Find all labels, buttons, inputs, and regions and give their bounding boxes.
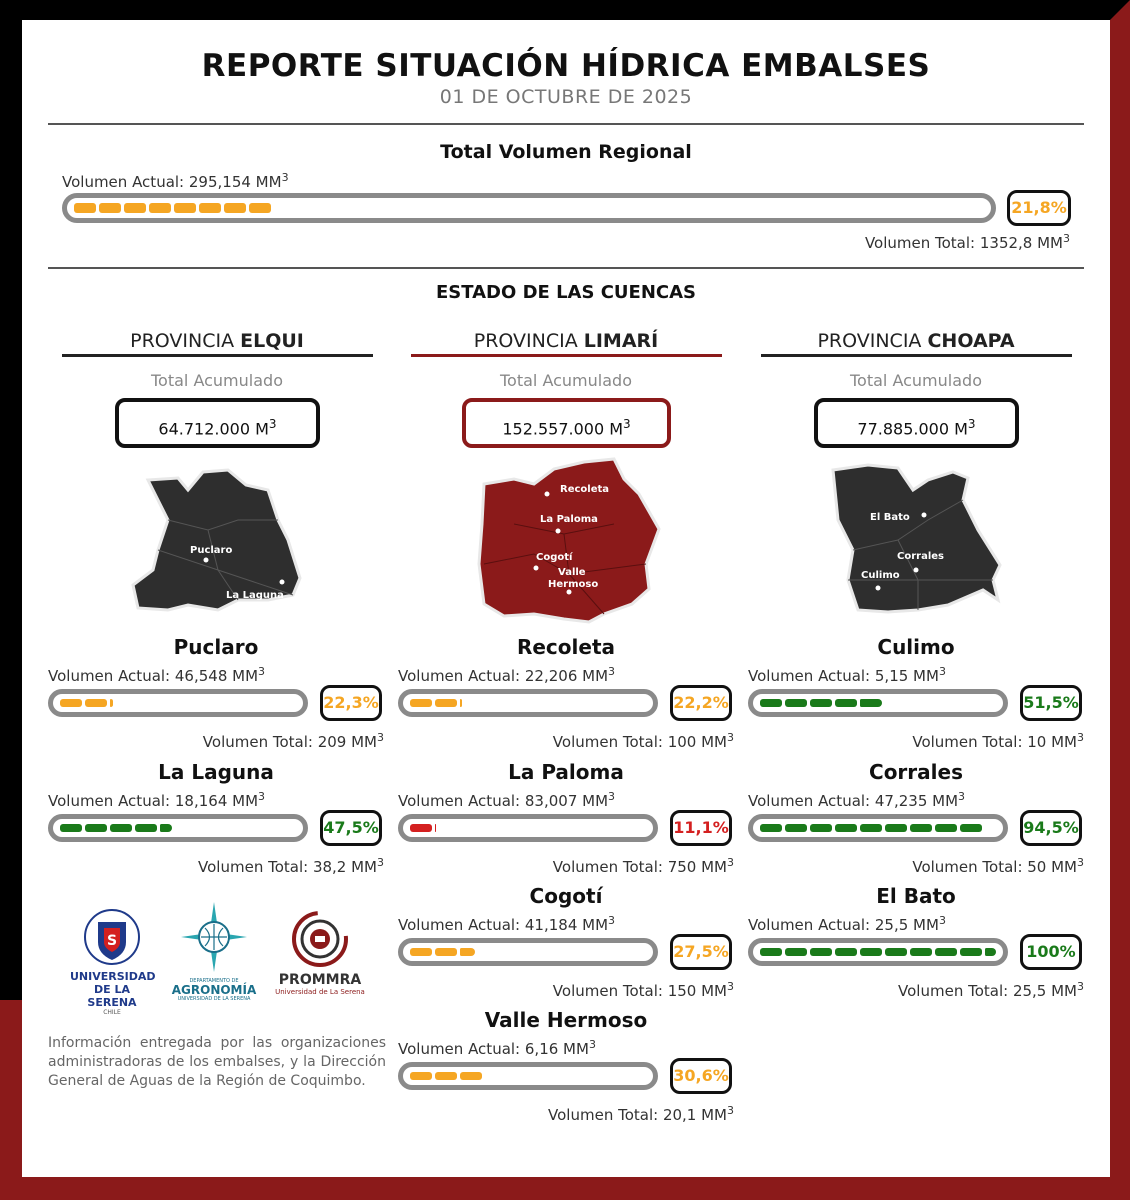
reservoir-puclaro-fill-segment [60,699,82,707]
prommra-emblem-icon [289,910,351,968]
reservoir-corrales-fill-segment [935,824,957,832]
reservoir-total: Volumen Total: 100 $MM^3$ [552,731,734,751]
choapa-accumulated-label: Total Acumulado [850,371,982,390]
reservoir-culimo-fill-segment [785,699,807,707]
prommra-line2: Universidad de La Serena [275,988,365,996]
map-label-puclaro: Puclaro [190,545,233,556]
reservoir-cogoti-fill-segment [460,948,475,956]
map-label-el-bato: El Bato [870,512,910,523]
map-label-culimo: Culimo [861,570,900,581]
reservoir-actual: Volumen Actual: 41,184 $MM^3$ [398,914,616,934]
reservoir-actual: Volumen Actual: 25,5 $MM^3$ [748,914,946,934]
uls-name-line1: UNIVERSIDAD [70,970,156,983]
reservoir-percent-badge [670,934,732,970]
reservoir-progress-bar [748,938,1008,966]
limari-map [474,454,664,624]
reservoir-total: Volumen Total: 150 $MM^3$ [552,980,734,1000]
reservoir-recoleta-fill-segment [435,699,457,707]
reservoir-percent-badge [320,810,382,846]
regional-progress-bar [62,193,996,223]
compass-globe-icon [179,900,249,974]
reservoir-percent-badge [1020,934,1082,970]
reservoir-total: Volumen Total: 38,2 $MM^3$ [198,856,384,876]
reservoir-la-paloma-fill-segment [410,824,432,832]
reservoir-total: Volumen Total: 20,1 $MM^3$ [548,1104,734,1124]
reservoir-progress-bar [48,814,308,842]
reservoir-percent-badge [670,685,732,721]
reservoir-actual: Volumen Actual: 22,206 $MM^3$ [398,665,616,685]
svg-text:S: S [106,933,118,949]
reservoir-total: Volumen Total: 25,5 $MM^3$ [898,980,1084,1000]
reservoir-percent: 94,5% [1023,818,1079,837]
reservoir-actual: Volumen Actual: 47,235 $MM^3$ [748,790,966,810]
reservoir-name: Cogotí [529,884,603,908]
reservoir-total: Volumen Total: 750 $MM^3$ [552,856,734,876]
reservoir-el-bato-fill-segment [810,948,832,956]
reservoir-actual: Volumen Actual: 46,548 $MM^3$ [48,665,266,685]
red-corner-bottom [0,1177,1130,1200]
reservoir-puclaro-fill-segment [85,699,107,707]
province-limari-underline [411,354,722,357]
reservoir-corrales-fill-segment [960,824,982,832]
reservoir-el-bato-fill-segment [885,948,907,956]
reservoir-progress-bar [48,689,308,717]
reservoir-la-laguna-fill-segment [110,824,132,832]
reservoir-valle-hermoso-fill-segment [460,1072,482,1080]
map-label-valle: Valle [558,567,586,578]
reservoir-progress-bar [398,814,658,842]
regional-percent-badge [1007,190,1071,226]
red-corner-left-bottom [0,1000,22,1200]
reservoir-la-laguna-fill-segment [160,824,172,832]
reservoir-el-bato-fill-segment [985,948,996,956]
reservoir-percent: 51,5% [1023,693,1079,712]
reservoir-card-cogoti [398,884,734,1004]
reservoir-el-bato-fill-segment [760,948,782,956]
reservoir-name: Culimo [877,635,955,659]
divider-middle [48,267,1084,269]
province-elqui-underline [62,354,373,357]
regional-fill-segment [149,203,171,213]
reservoir-corrales-fill-segment [785,824,807,832]
regional-fill-segment [99,203,121,213]
agronomia-logo [168,900,260,1002]
uls-name-line3: CHILE [103,1009,121,1016]
reservoir-progress-bar [748,689,1008,717]
limari-accumulated-box: 152.557.000 $M^3$ [462,398,671,448]
reservoir-corrales-fill-segment [910,824,932,832]
reservoir-la-laguna-fill-segment [85,824,107,832]
footer-note: Información entregada por las organizaciones administradoras de los embalses, y la Dirección General de Aguas de la Región de Coquimbo. [48,1035,386,1089]
map-label-recoleta: Recoleta [560,484,610,495]
elqui-accumulated-label: Total Acumulado [151,371,283,390]
reservoir-corrales-fill-segment [835,824,857,832]
uls-logo [70,908,154,1016]
reservoir-percent-badge [1020,810,1082,846]
reservoir-el-bato-fill-segment [785,948,807,956]
reservoir-el-bato-fill-segment [935,948,957,956]
map-label-la-laguna: La Laguna [226,590,284,601]
report-date: 01 DE OCTUBRE DE 2025 [439,86,693,108]
prommra-logo [274,910,366,996]
uls-name-line2: DE LA SERENA [87,983,137,1009]
reservoir-percent-badge [670,810,732,846]
reservoir-el-bato-fill-segment [860,948,882,956]
reservoir-recoleta-fill-segment [460,699,462,707]
cuencas-heading: ESTADO DE LAS CUENCAS [435,282,696,303]
reservoir-el-bato-fill-segment [835,948,857,956]
reservoir-percent: 100% [1026,942,1076,961]
reservoir-card-recoleta [398,635,734,755]
uls-shield-icon [82,908,142,966]
reservoir-corrales-fill-segment [810,824,832,832]
reservoir-card-corrales [748,760,1084,880]
regional-actual: Volumen Actual: 295,154 $MM^3$ [62,171,289,191]
choapa-accumulated-box: 77.885.000 $M^3$ [814,398,1019,448]
reservoir-name: Puclaro [173,635,259,659]
regional-fill-segment [124,203,146,213]
reservoir-actual: Volumen Actual: 83,007 $MM^3$ [398,790,616,810]
map-label-corrales: Corrales [897,551,944,562]
reservoir-card-la-laguna [48,760,384,880]
reservoir-culimo-fill-segment [860,699,882,707]
reservoir-total: Volumen Total: 10 $MM^3$ [912,731,1084,751]
reservoir-name: Corrales [869,760,963,784]
reservoir-culimo-fill-segment [810,699,832,707]
reservoir-card-culimo [748,635,1084,755]
map-label-la-paloma: La Paloma [540,514,598,525]
reservoir-actual: Volumen Actual: 6,16 $MM^3$ [398,1038,596,1058]
regional-fill-segment [199,203,221,213]
choapa-map [828,460,1008,620]
reservoir-progress-bar [398,689,658,717]
reservoir-percent: 30,6% [673,1066,729,1085]
reservoir-puclaro-fill-segment [110,699,113,707]
regional-total: Volumen Total: 1352,8 $MM^3$ [864,232,1070,252]
province-choapa-underline [761,354,1072,357]
reservoir-percent: 22,2% [673,693,729,712]
reservoir-card-puclaro [48,635,384,755]
divider-top [48,123,1084,125]
reservoir-corrales-fill-segment [860,824,882,832]
reservoir-name: El Bato [876,884,956,908]
reservoir-percent: 11,1% [673,818,729,837]
reservoir-recoleta-fill-segment [410,699,432,707]
elqui-accumulated-box: 64.712.000 $M^3$ [115,398,320,448]
reservoir-progress-bar [748,814,1008,842]
reservoir-card-la-paloma [398,760,734,880]
province-elqui-title: PROVINCIA ELQUI [130,330,304,352]
map-label-cogoti: Cogotí [536,552,573,563]
reservoir-progress-bar [398,938,658,966]
prommra-line1: PROMMRA [278,972,362,988]
reservoir-percent: 22,3% [323,693,379,712]
regional-fill-segment [249,203,271,213]
reservoir-card-valle-hermoso [398,1008,734,1128]
reservoir-cogoti-fill-segment [435,948,457,956]
elqui-map [128,460,308,620]
reservoir-name: La Laguna [158,760,274,784]
regional-percent: 21,8% [1011,198,1067,217]
reservoir-percent: 27,5% [673,942,729,961]
reservoir-corrales-fill-segment [885,824,907,832]
page-title: REPORTE SITUACIÓN HÍDRICA EMBALSES [201,48,931,84]
reservoir-culimo-fill-segment [835,699,857,707]
reservoir-name: La Paloma [508,760,624,784]
reservoir-percent-badge [1020,685,1082,721]
regional-heading: Total Volumen Regional [440,141,692,163]
reservoir-total: Volumen Total: 50 $MM^3$ [912,856,1084,876]
reservoir-la-laguna-fill-segment [135,824,157,832]
reservoir-name: Valle Hermoso [484,1008,648,1032]
reservoir-percent-badge [670,1058,732,1094]
reservoir-name: Recoleta [516,635,616,659]
regional-fill-segment [224,203,246,213]
agro-line2: AGRONOMÍA [171,983,257,997]
reservoir-la-laguna-fill-segment [60,824,82,832]
reservoir-progress-bar [398,1062,658,1090]
reservoir-el-bato-fill-segment [910,948,932,956]
reservoir-percent: 47,5% [323,818,379,837]
reservoir-total: Volumen Total: 209 $MM^3$ [202,731,384,751]
reservoir-valle-hermoso-fill-segment [410,1072,432,1080]
reservoir-actual: Volumen Actual: 5,15 $MM^3$ [748,665,946,685]
reservoir-el-bato-fill-segment [960,948,982,956]
province-choapa-title: PROVINCIA CHOAPA [817,330,1015,352]
reservoir-la-paloma-fill-segment [435,824,436,832]
reservoir-valle-hermoso-fill-segment [435,1072,457,1080]
report-page [22,20,1110,1177]
province-limari-title: PROVINCIA LIMARÍ [473,330,659,352]
regional-fill-segment [174,203,196,213]
red-corner-top-right [1110,0,1130,1200]
reservoir-card-el-bato [748,884,1084,1004]
reservoir-corrales-fill-segment [760,824,782,832]
reservoir-actual: Volumen Actual: 18,164 $MM^3$ [48,790,266,810]
map-label-hermoso: Hermoso [548,579,599,590]
reservoir-cogoti-fill-segment [410,948,432,956]
reservoir-percent-badge [320,685,382,721]
limari-accumulated-label: Total Acumulado [500,371,632,390]
agro-line3: UNIVERSIDAD DE LA SERENA [177,996,251,1002]
agro-line1: DEPARTAMENTO DE [189,978,239,984]
regional-fill-segment [74,203,96,213]
reservoir-culimo-fill-segment [760,699,782,707]
